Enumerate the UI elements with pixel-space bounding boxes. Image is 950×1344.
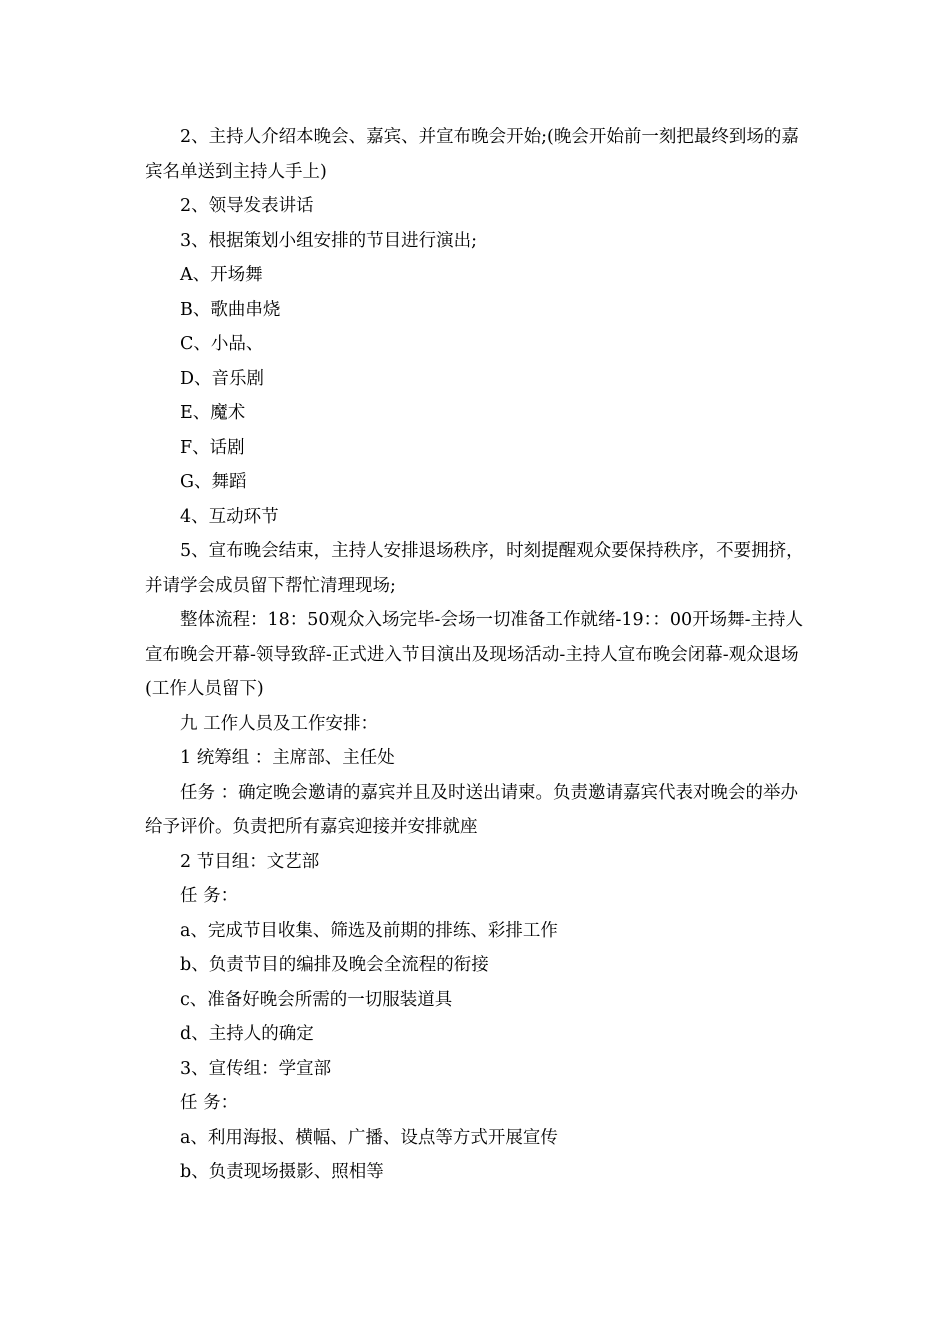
list-item-song-medley: B、歌曲串烧 [180,299,281,320]
group-heading-program: 2 节目组：文艺部 [180,851,320,872]
task-label-program: 任 务： [180,886,239,906]
paragraph-program-performance: 3、根据策划小组安排的节目进行演出; [180,230,478,251]
list-item-musical: D、音乐剧 [180,368,265,389]
section-heading-staff: 九 工作人员及工作安排： [180,713,379,734]
list-item-magic: E、魔术 [180,403,246,423]
paragraph-leader-speech: 2、领导发表讲话 [180,196,314,216]
list-item-publicity-b: b、负责现场摄影、照相等 [180,1162,384,1182]
list-item-sketch: C、小品、 [180,334,264,354]
task-label-publicity: 任 务： [180,1093,239,1113]
list-item-program-d: d、主持人的确定 [180,1024,314,1044]
list-item-program-b: b、负责节目的编排及晚会全流程的衔接 [180,955,489,975]
list-item-publicity-a: a、利用海报、横幅、广播、设点等方式开展宣传 [180,1127,558,1148]
list-item-program-a: a、完成节目收集、筛选及前期的排练、彩排工作 [180,920,558,941]
document-body [145,120,805,1190]
list-item-program-c: c、准备好晚会所需的一切服装道具 [180,989,453,1010]
paragraph-closing: 5、宣布晚会结束，主持人安排退场秩序，时刻提醒观众要保持秩序，不要拥挤，并请学会成员留下帮忙清理现场; [145,541,804,596]
paragraph-coordination-task: 任务 ：确定晚会邀请的嘉宾并且及时送出请柬。负责邀请嘉宾代表对晚会的举办给予评价。负责把所有嘉宾迎接并安排就座 [145,782,799,837]
paragraph-host-intro: 2、主持人介绍本晚会、嘉宾、并宣布晚会开始;(晚会开始前一刻把最终到场的嘉宾名单送到主持人手上) [145,127,799,182]
list-item-opening-dance: A、开场舞 [180,265,263,285]
list-item-drama: F、话剧 [180,437,245,458]
group-heading-coordination: 1 统筹组 ：主席部、主任处 [180,748,395,768]
group-heading-publicity: 3、宣传组：学宣部 [180,1058,332,1079]
paragraph-overall-flow: 整体流程：18：50观众入场完毕-会场一切准备工作就绪-19：：00开场舞-主持人宣布晚会开幕-领导致辞-正式进入节目演出及现场活动-主持人宣布晚会闭幕-观众退场(工作人员留下) [145,610,804,699]
paragraph-interaction: 4、互动环节 [180,506,279,527]
list-item-dance: G、舞蹈 [180,472,247,492]
